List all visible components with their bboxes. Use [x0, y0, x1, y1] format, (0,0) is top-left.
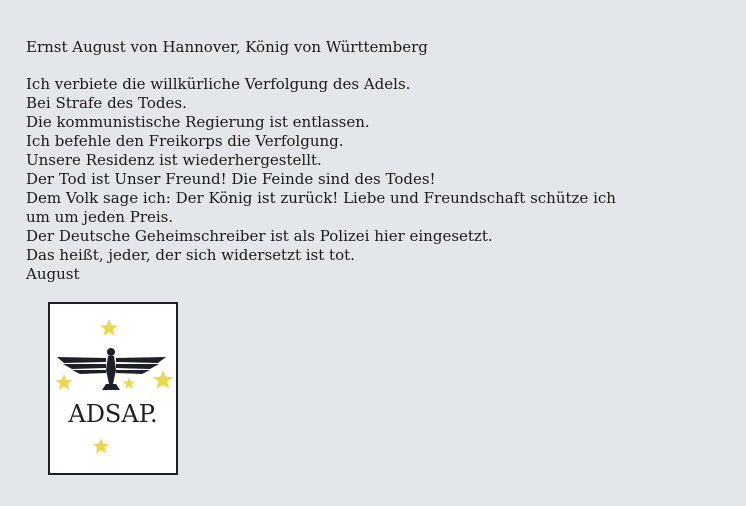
body-line: Der Deutsche Geheimschreiber ist als Polizei hier eingesetzt. — [26, 227, 493, 245]
signature: August — [26, 265, 80, 283]
adsap-emblem — [48, 302, 178, 475]
document-title: Ernst August von Hannover, König von Württemberg — [26, 38, 428, 56]
document-body — [26, 75, 726, 284]
document — [26, 38, 726, 284]
emblem-label: ADSAP. — [68, 400, 158, 428]
body-line: Das heißt, jeder, der sich widersetzt ist tot. — [26, 246, 355, 264]
body-line: Der Tod ist Unser Freund! Die Feinde sind des Todes! — [26, 170, 436, 188]
eagle-icon — [57, 348, 166, 390]
star-icon — [56, 374, 73, 390]
body-line: um um jeden Preis. — [26, 208, 174, 226]
star-icon — [123, 377, 136, 389]
body-line: Bei Strafe des Todes. — [26, 94, 187, 112]
body-line: Dem Volk sage ich: Der König ist zurück! Liebe und Freundschaft schütze ich — [26, 189, 616, 207]
star-icon — [153, 370, 173, 389]
star-icon — [100, 319, 118, 336]
emblem-graphic — [50, 304, 176, 473]
body-line: Unsere Residenz ist wiederhergestellt. — [26, 151, 322, 169]
body-line: Ich verbiete die willkürliche Verfolgung des Adels. — [26, 75, 411, 93]
body-line: Ich befehle den Freikorps die Verfolgung. — [26, 132, 344, 150]
body-line: Die kommunistische Regierung ist entlassen. — [26, 113, 370, 131]
star-icon — [93, 438, 109, 454]
